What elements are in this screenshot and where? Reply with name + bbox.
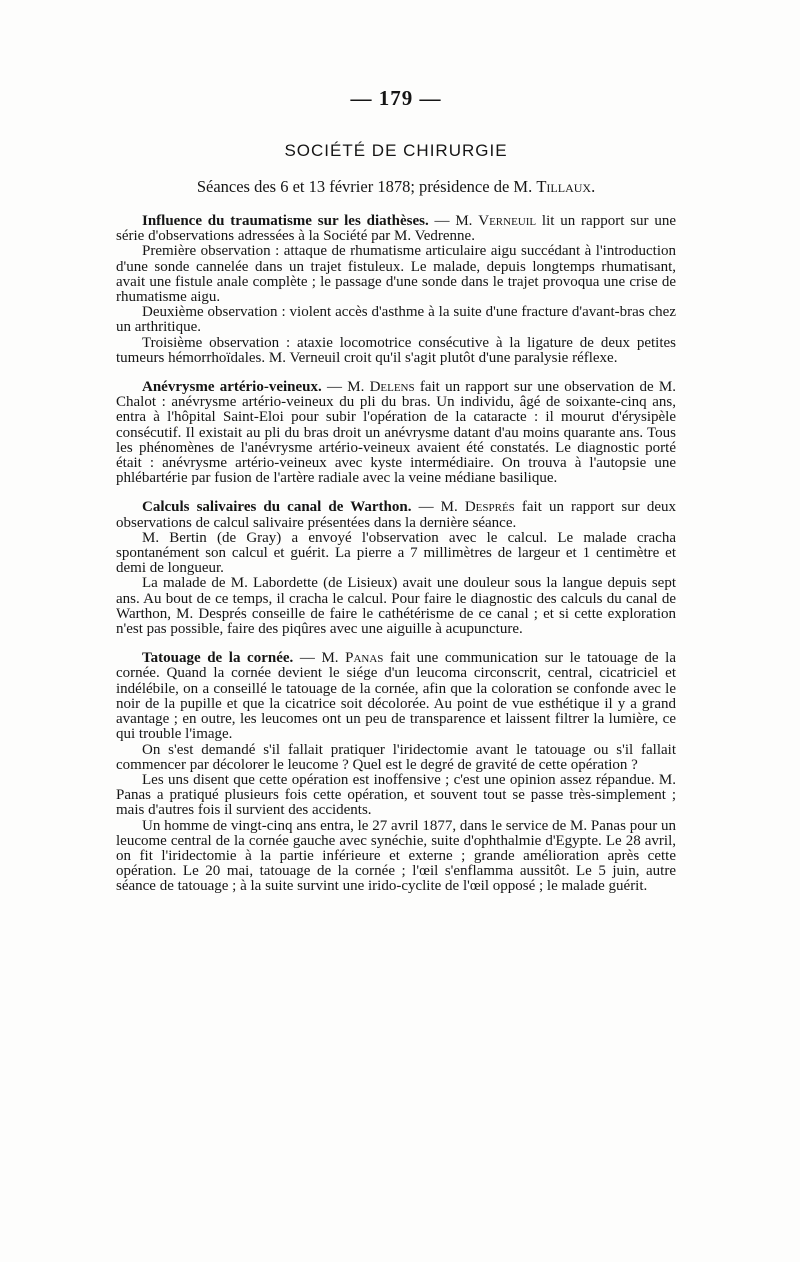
subtitle-end: . — [591, 177, 596, 196]
section-text: fait un rapport sur deux observations de calcul salivaire présentées dans la dernière séance. — [116, 499, 676, 531]
section-lead: — M. — [321, 379, 370, 396]
section-text: fait une communication sur le tatouage de la cornée. Quand la cornée devient le siége d'un leucoma circonscrit, central, cicatriciel et indélébile, on a conseillé le tatouage de la cornée, afin que la coloration se confonde avec le noir de la pupille et que la cicatrice soit décolorée. Au point de vue esthétique il y a grand avantage ; en outre, les leucomes ont un peu de transparence et laissent filtrer la lumière, ce qui trouble l'image. — [116, 650, 677, 743]
paragraph: Première observation : attaque de rhumatisme articulaire aigu succédant à l'introduction d'une sonde cannelée dans un trajet fistuleux. Le malade, depuis longtemps rhumatisant, avait une fistule anale complète ; le passage d'une sonde dans le trajet provoqua une crise de rhumatisme aigu. — [116, 243, 676, 306]
paragraph: Deuxième observation : violent accès d'asthme à la suite d'une fracture d'avant-bras chez un arthritique. — [116, 304, 676, 336]
paragraph: On s'est demandé s'il fallait pratiquer l'iridectomie avant le tatouage ou s'il fallait commencer par décolorer le leucome ? Quel est le degré de gravité de cette opération ? — [116, 741, 676, 773]
session-subtitle — [116, 177, 676, 197]
paragraph: La malade de M. Labordette (de Lisieux) avait une douleur sous la langue depuis sept ans. Au bout de ce temps, il cracha le calcul. Pour faire le diagnostic des calculs du canal de Warthon, M. Després conseille de faire le cathétérisme de ce canal ; et si cette exploration n'est pas possible, faire des piqûres avec une aiguille à acupuncture. — [116, 575, 676, 638]
section — [116, 500, 676, 637]
paragraph: M. Bertin (de Gray) a envoyé l'observation avec le calcul. Le malade cracha spontanément son calcul et guérit. La pierre a 7 millimètres de largeur et 1 centimètre et demi de longueur. — [116, 529, 676, 577]
section-text: lit un rapport sur une série d'observations adressées à la Société par M. Vedrenne. — [116, 213, 676, 245]
section-first-paragraph — [116, 651, 676, 742]
section-heading: Influence du traumatisme sur les diathèses. — [142, 213, 429, 229]
section — [116, 380, 676, 486]
paragraph: Les uns disent que cette opération est inoffensive ; c'est une opinion assez répandue. M. Panas a pratiqué plusieurs fois cette opération, et souvent tout se passe très-simplement ; mais d'autres fois il survient des accidents. — [116, 771, 676, 819]
section-first-paragraph — [116, 380, 676, 486]
article-body — [116, 214, 676, 909]
section-lead: — M. — [411, 499, 465, 516]
section-author: Verneuil — [478, 213, 537, 229]
section-author: Després — [464, 499, 515, 516]
section-lead: — M. — [293, 650, 346, 667]
page-number: — 179 — — [350, 86, 442, 110]
paragraph: Troisième observation : ataxie locomotrice consécutive à la ligature de deux petites tumeurs hémorrhoïdales. M. Verneuil croit qu'il s'agit plutôt d'une paralysie réflexe. — [116, 334, 676, 366]
section — [116, 651, 676, 894]
section-author: Delens — [369, 379, 415, 396]
section-lead: — M. — [428, 213, 479, 229]
subtitle-president: Tillaux — [536, 177, 592, 196]
section — [116, 214, 676, 366]
section-heading: Anévrysme artério-veineux. — [142, 379, 322, 396]
paragraph: Un homme de vingt-cinq ans entra, le 27 avril 1877, dans le service de M. Panas pour un leucome central de la cornée gauche avec synéchie, suite d'ophthalmie d'Egypte. Le 28 avril, on fit l'iridectomie à la partie inférieure et externe ; grande amélioration après cette opération. Le 20 mai, tatouage de la cornée ; l'œil s'enflamma aussitôt. Le 5 juin, autre séance de tatouage ; à la suite survint une irido-cyclite de l'œil opposé ; le malade guérit. — [116, 817, 676, 895]
section-heading: Tatouage de la cornée. — [142, 650, 294, 667]
subtitle-text: Séances des 6 et 13 février 1878; présidence de M. — [196, 177, 537, 196]
section-first-paragraph — [116, 500, 676, 530]
section-heading: Calculs salivaires du canal de Warthon. — [142, 499, 412, 516]
section-text: fait un rapport sur une observation de M. Chalot : anévrysme artério-veineux du pli du bras. Un individu, âgé de soixante-cinq ans, entra à l'hôpital Saint-Eloi pour subir l'opération de la cataracte : il mourut d'érysipèle consécutif. Il existait au pli du bras droit un anévrysme datant d'au moins quarante ans. Tous les phénomènes de l'anévrysme artério-veineux avaient été constatés. Le diagnostic porté était : anévrysme artério-veineux avec kyste intermédiaire. On trouva à l'autopsie une phlébartérie par fusion de l'artère radiale avec la veine médiane basilique. — [116, 379, 677, 487]
section-author: Panas — [345, 650, 384, 667]
page-title: SOCIÉTÉ DE CHIRURGIE — [284, 141, 508, 160]
section-first-paragraph — [116, 214, 676, 244]
